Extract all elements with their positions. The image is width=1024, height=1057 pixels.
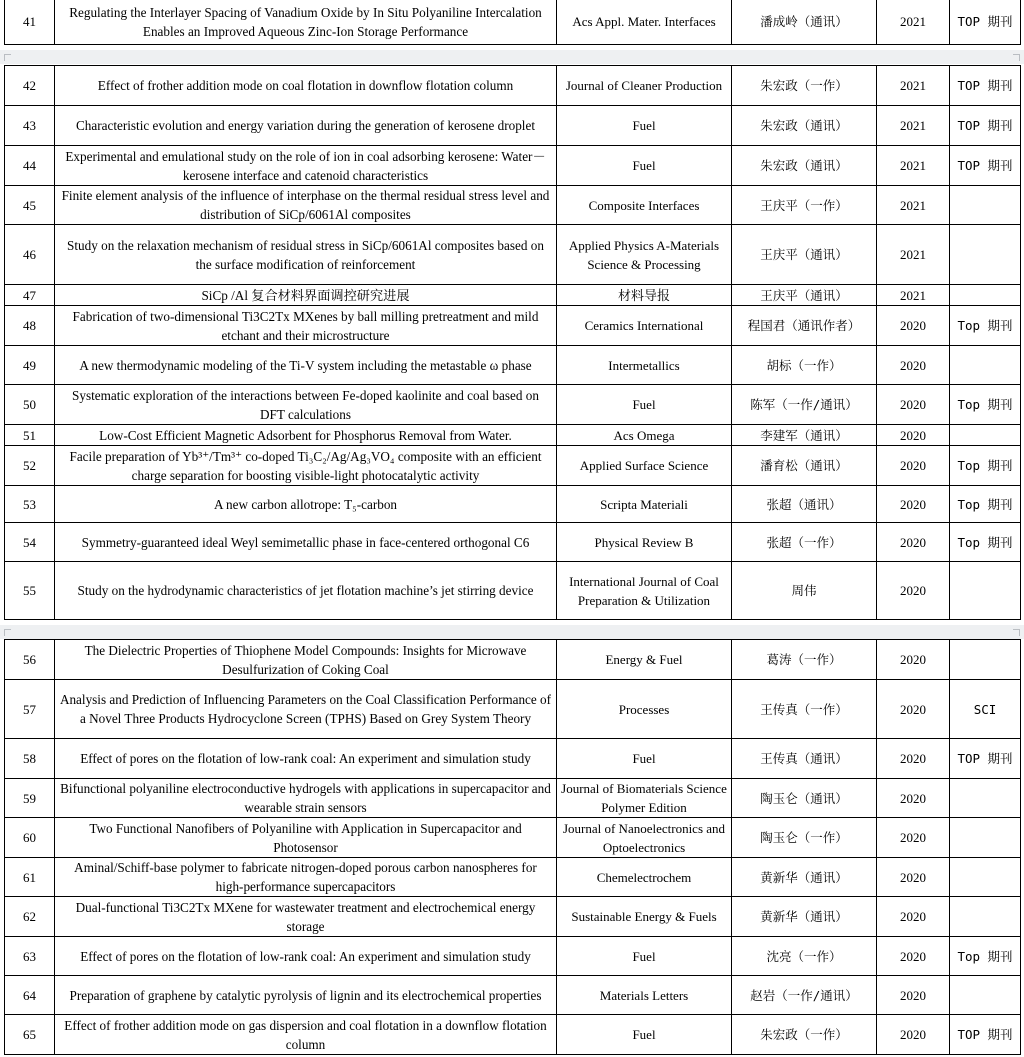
paper-title: Aminal/Schiff-base polymer to fabricate nitrogen-doped porous carbon nanospheres for high-performance supercapacitors [55,858,557,897]
journal-category [950,186,1021,225]
paper-title: The Dielectric Properties of Thiophene Model Compounds: Insights for Microwave Desulfurization of Coking Coal [55,640,557,680]
table-row [5,106,1021,146]
paper-title: Effect of pores on the flotation of low-rank coal: An experiment and simulation study [55,937,557,976]
journal-name: 材料导报 [557,285,732,306]
journal-category [950,818,1021,858]
author-role: 陈军（一作/通讯） [732,385,877,425]
table-row [5,225,1021,285]
journal-name: Physical Review B [557,523,732,562]
publication-year: 2020 [877,425,950,446]
journal-name: Applied Physics A-Materials Science & Processing [557,225,732,285]
journal-category: TOP 期刊 [950,0,1021,45]
author-role: 王庆平（一作） [732,186,877,225]
page-break-2 [0,625,1024,639]
author-role: 程国君（通讯作者） [732,306,877,346]
journal-category: Top 期刊 [950,446,1021,486]
paper-title: Effect of frother addition mode on coal flotation in downflow flotation column [55,66,557,106]
publication-year: 2020 [877,446,950,486]
paper-title: Two Functional Nanofibers of Polyaniline with Application in Supercapacitor and Photosensor [55,818,557,858]
publication-table-3 [4,639,1021,1055]
author-role: 潘育松（通讯） [732,446,877,486]
author-role: 王传真（一作） [732,680,877,739]
table-segment-2 [4,65,1020,620]
paper-title: Regulating the Interlayer Spacing of Vanadium Oxide by In Situ Polyaniline Intercalation Enables an Improved Aqueous Zinc-Ion Storage Performance [55,0,557,45]
author-role: 陶玉仑（一作） [732,818,877,858]
author-role: 朱宏政（一作） [732,66,877,106]
author-role: 张超（一作） [732,523,877,562]
row-number: 48 [5,306,55,346]
publication-year: 2020 [877,385,950,425]
journal-category [950,779,1021,818]
journal-name: Fuel [557,739,732,779]
author-role: 朱宏政（一作） [732,1015,877,1055]
publication-year: 2021 [877,106,950,146]
table-row [5,739,1021,779]
table-segment-1 [4,0,1020,45]
journal-name: Fuel [557,1015,732,1055]
journal-category [950,897,1021,937]
table-segment-3 [4,639,1020,1055]
table-row [5,146,1021,186]
table-row [5,186,1021,225]
journal-category [950,285,1021,306]
row-number: 47 [5,285,55,306]
paper-title: Facile preparation of Yb³⁺/Tm³⁺ co-doped Ti₃C₂/Ag/Ag₃VO₄ composite with an efficient charge separation for boosting visible-light photocatalytic activity [55,446,557,486]
publication-year: 2021 [877,186,950,225]
journal-name: Ceramics International [557,306,732,346]
author-role: 胡标（一作） [732,346,877,385]
journal-category [950,225,1021,285]
row-number: 43 [5,106,55,146]
author-role: 李建军（通讯） [732,425,877,446]
row-number: 59 [5,779,55,818]
table-row [5,0,1021,45]
paper-title: A new carbon allotrope: T₅-carbon [55,486,557,523]
paper-title: Characteristic evolution and energy variation during the generation of kerosene droplet [55,106,557,146]
row-number: 65 [5,1015,55,1055]
table-row [5,897,1021,937]
journal-category [950,562,1021,620]
publication-year: 2021 [877,0,950,45]
paper-title: Study on the hydrodynamic characteristics of jet flotation machine’s jet stirring device [55,562,557,620]
table-row [5,523,1021,562]
publication-year: 2021 [877,66,950,106]
paper-title: Bifunctional polyaniline electroconductive hydrogels with applications in supercapacitor and wearable strain sensors [55,779,557,818]
journal-name: Materials Letters [557,976,732,1015]
journal-name: Intermetallics [557,346,732,385]
journal-name: Journal of Nanoelectronics and Optoelectronics [557,818,732,858]
publication-year: 2021 [877,146,950,186]
journal-category: Top 期刊 [950,523,1021,562]
row-number: 42 [5,66,55,106]
table-row [5,640,1021,680]
journal-category: SCI [950,680,1021,739]
row-number: 62 [5,897,55,937]
table-row [5,818,1021,858]
paper-title: Dual-functional Ti3C2Tx MXene for wastewater treatment and electrochemical energy storage [55,897,557,937]
row-number: 45 [5,186,55,225]
paper-title: A new thermodynamic modeling of the Ti-V system including the metastable ω phase [55,346,557,385]
author-role: 王传真（通讯） [732,739,877,779]
publication-year: 2020 [877,937,950,976]
row-number: 64 [5,976,55,1015]
publication-table-2 [4,65,1021,620]
journal-category: TOP 期刊 [950,739,1021,779]
journal-name: Composite Interfaces [557,186,732,225]
row-number: 50 [5,385,55,425]
paper-title: Symmetry-guaranteed ideal Weyl semimetallic phase in face-centered orthogonal C6 [55,523,557,562]
journal-name: Processes [557,680,732,739]
table-row [5,562,1021,620]
publication-year: 2020 [877,680,950,739]
journal-category: Top 期刊 [950,385,1021,425]
publication-year: 2020 [877,486,950,523]
table-row [5,285,1021,306]
paper-title: Experimental and emulational study on the role of ion in coal adsorbing kerosene: Water－kerosene interface and catenoid characteristics [55,146,557,186]
publication-year: 2020 [877,739,950,779]
journal-name: Journal of Biomaterials Science Polymer Edition [557,779,732,818]
paper-title: SiCp /Al 复合材料界面调控研究进展 [55,285,557,306]
journal-category [950,346,1021,385]
journal-name: Fuel [557,146,732,186]
row-number: 52 [5,446,55,486]
paper-title: Effect of pores on the flotation of low-rank coal: An experiment and simulation study [55,739,557,779]
row-number: 53 [5,486,55,523]
publication-year: 2020 [877,306,950,346]
row-number: 61 [5,858,55,897]
journal-name: Fuel [557,937,732,976]
journal-name: Fuel [557,106,732,146]
journal-name: Acs Omega [557,425,732,446]
row-number: 58 [5,739,55,779]
journal-name: Scripta Materiali [557,486,732,523]
journal-category: Top 期刊 [950,486,1021,523]
paper-title: Finite element analysis of the influence of interphase on the thermal residual stress level and distribution of SiCp/6061Al composites [55,186,557,225]
row-number: 49 [5,346,55,385]
journal-name: Acs Appl. Mater. Interfaces [557,0,732,45]
row-number: 46 [5,225,55,285]
table-row [5,779,1021,818]
journal-category: Top 期刊 [950,937,1021,976]
publication-year: 2021 [877,225,950,285]
table-row [5,425,1021,446]
table-row [5,976,1021,1015]
publication-year: 2020 [877,640,950,680]
author-role: 张超（通讯） [732,486,877,523]
table-row [5,66,1021,106]
row-number: 63 [5,937,55,976]
publication-table-1 [4,0,1021,45]
journal-category: TOP 期刊 [950,1015,1021,1055]
row-number: 56 [5,640,55,680]
table-row [5,1015,1021,1055]
paper-title: Systematic exploration of the interactions between Fe-doped kaolinite and coal based on DFT calculations [55,385,557,425]
paper-title: Fabrication of two-dimensional Ti3C2Tx MXenes by ball milling pretreatment and mild etchant and their microstructure [55,306,557,346]
journal-category [950,976,1021,1015]
paper-title: Study on the relaxation mechanism of residual stress in SiCp/6061Al composites based on the surface modification of reinforcement [55,225,557,285]
author-role: 赵岩（一作/通讯） [732,976,877,1015]
author-role: 王庆平（通讯） [732,225,877,285]
publication-year: 2020 [877,818,950,858]
publication-year: 2020 [877,779,950,818]
author-role: 朱宏政（通讯） [732,106,877,146]
author-role: 陶玉仑（通讯） [732,779,877,818]
row-number: 41 [5,0,55,45]
journal-name: Chemelectrochem [557,858,732,897]
row-number: 44 [5,146,55,186]
journal-category [950,858,1021,897]
author-role: 朱宏政（通讯） [732,146,877,186]
journal-name: International Journal of Coal Preparation & Utilization [557,562,732,620]
table-row [5,446,1021,486]
author-role: 潘成岭（通讯） [732,0,877,45]
journal-name: Energy & Fuel [557,640,732,680]
journal-name: Fuel [557,385,732,425]
journal-category: Top 期刊 [950,306,1021,346]
journal-name: Journal of Cleaner Production [557,66,732,106]
paper-title: Analysis and Prediction of Influencing Parameters on the Coal Classification Performance of a Novel Three Products Hydrocyclone Screen (TPHS) Based on Grey System Theory [55,680,557,739]
row-number: 55 [5,562,55,620]
author-role: 葛涛（一作） [732,640,877,680]
row-number: 51 [5,425,55,446]
publication-year: 2020 [877,1015,950,1055]
journal-category [950,640,1021,680]
author-role: 王庆平（通讯） [732,285,877,306]
publication-year: 2021 [877,285,950,306]
journal-category: TOP 期刊 [950,146,1021,186]
paper-title: Low-Cost Efficient Magnetic Adsorbent for Phosphorus Removal from Water. [55,425,557,446]
journal-category: TOP 期刊 [950,66,1021,106]
table-row [5,385,1021,425]
journal-name: Applied Surface Science [557,446,732,486]
publication-year: 2020 [877,523,950,562]
table-row [5,858,1021,897]
journal-name: Sustainable Energy & Fuels [557,897,732,937]
page-break-1 [0,50,1024,64]
author-role: 黄新华（通讯） [732,858,877,897]
journal-category [950,425,1021,446]
row-number: 54 [5,523,55,562]
table-row [5,346,1021,385]
publication-year: 2020 [877,858,950,897]
paper-title: Preparation of graphene by catalytic pyrolysis of lignin and its electrochemical properties [55,976,557,1015]
table-row [5,486,1021,523]
table-row [5,937,1021,976]
publication-year: 2020 [877,346,950,385]
publication-year: 2020 [877,562,950,620]
row-number: 57 [5,680,55,739]
paper-title: Effect of frother addition mode on gas dispersion and coal flotation in a downflow flotation column [55,1015,557,1055]
table-row [5,680,1021,739]
publication-year: 2020 [877,976,950,1015]
author-role: 周伟 [732,562,877,620]
journal-category: TOP 期刊 [950,106,1021,146]
author-role: 黄新华（通讯） [732,897,877,937]
author-role: 沈亮（一作） [732,937,877,976]
row-number: 60 [5,818,55,858]
publication-year: 2020 [877,897,950,937]
table-row [5,306,1021,346]
